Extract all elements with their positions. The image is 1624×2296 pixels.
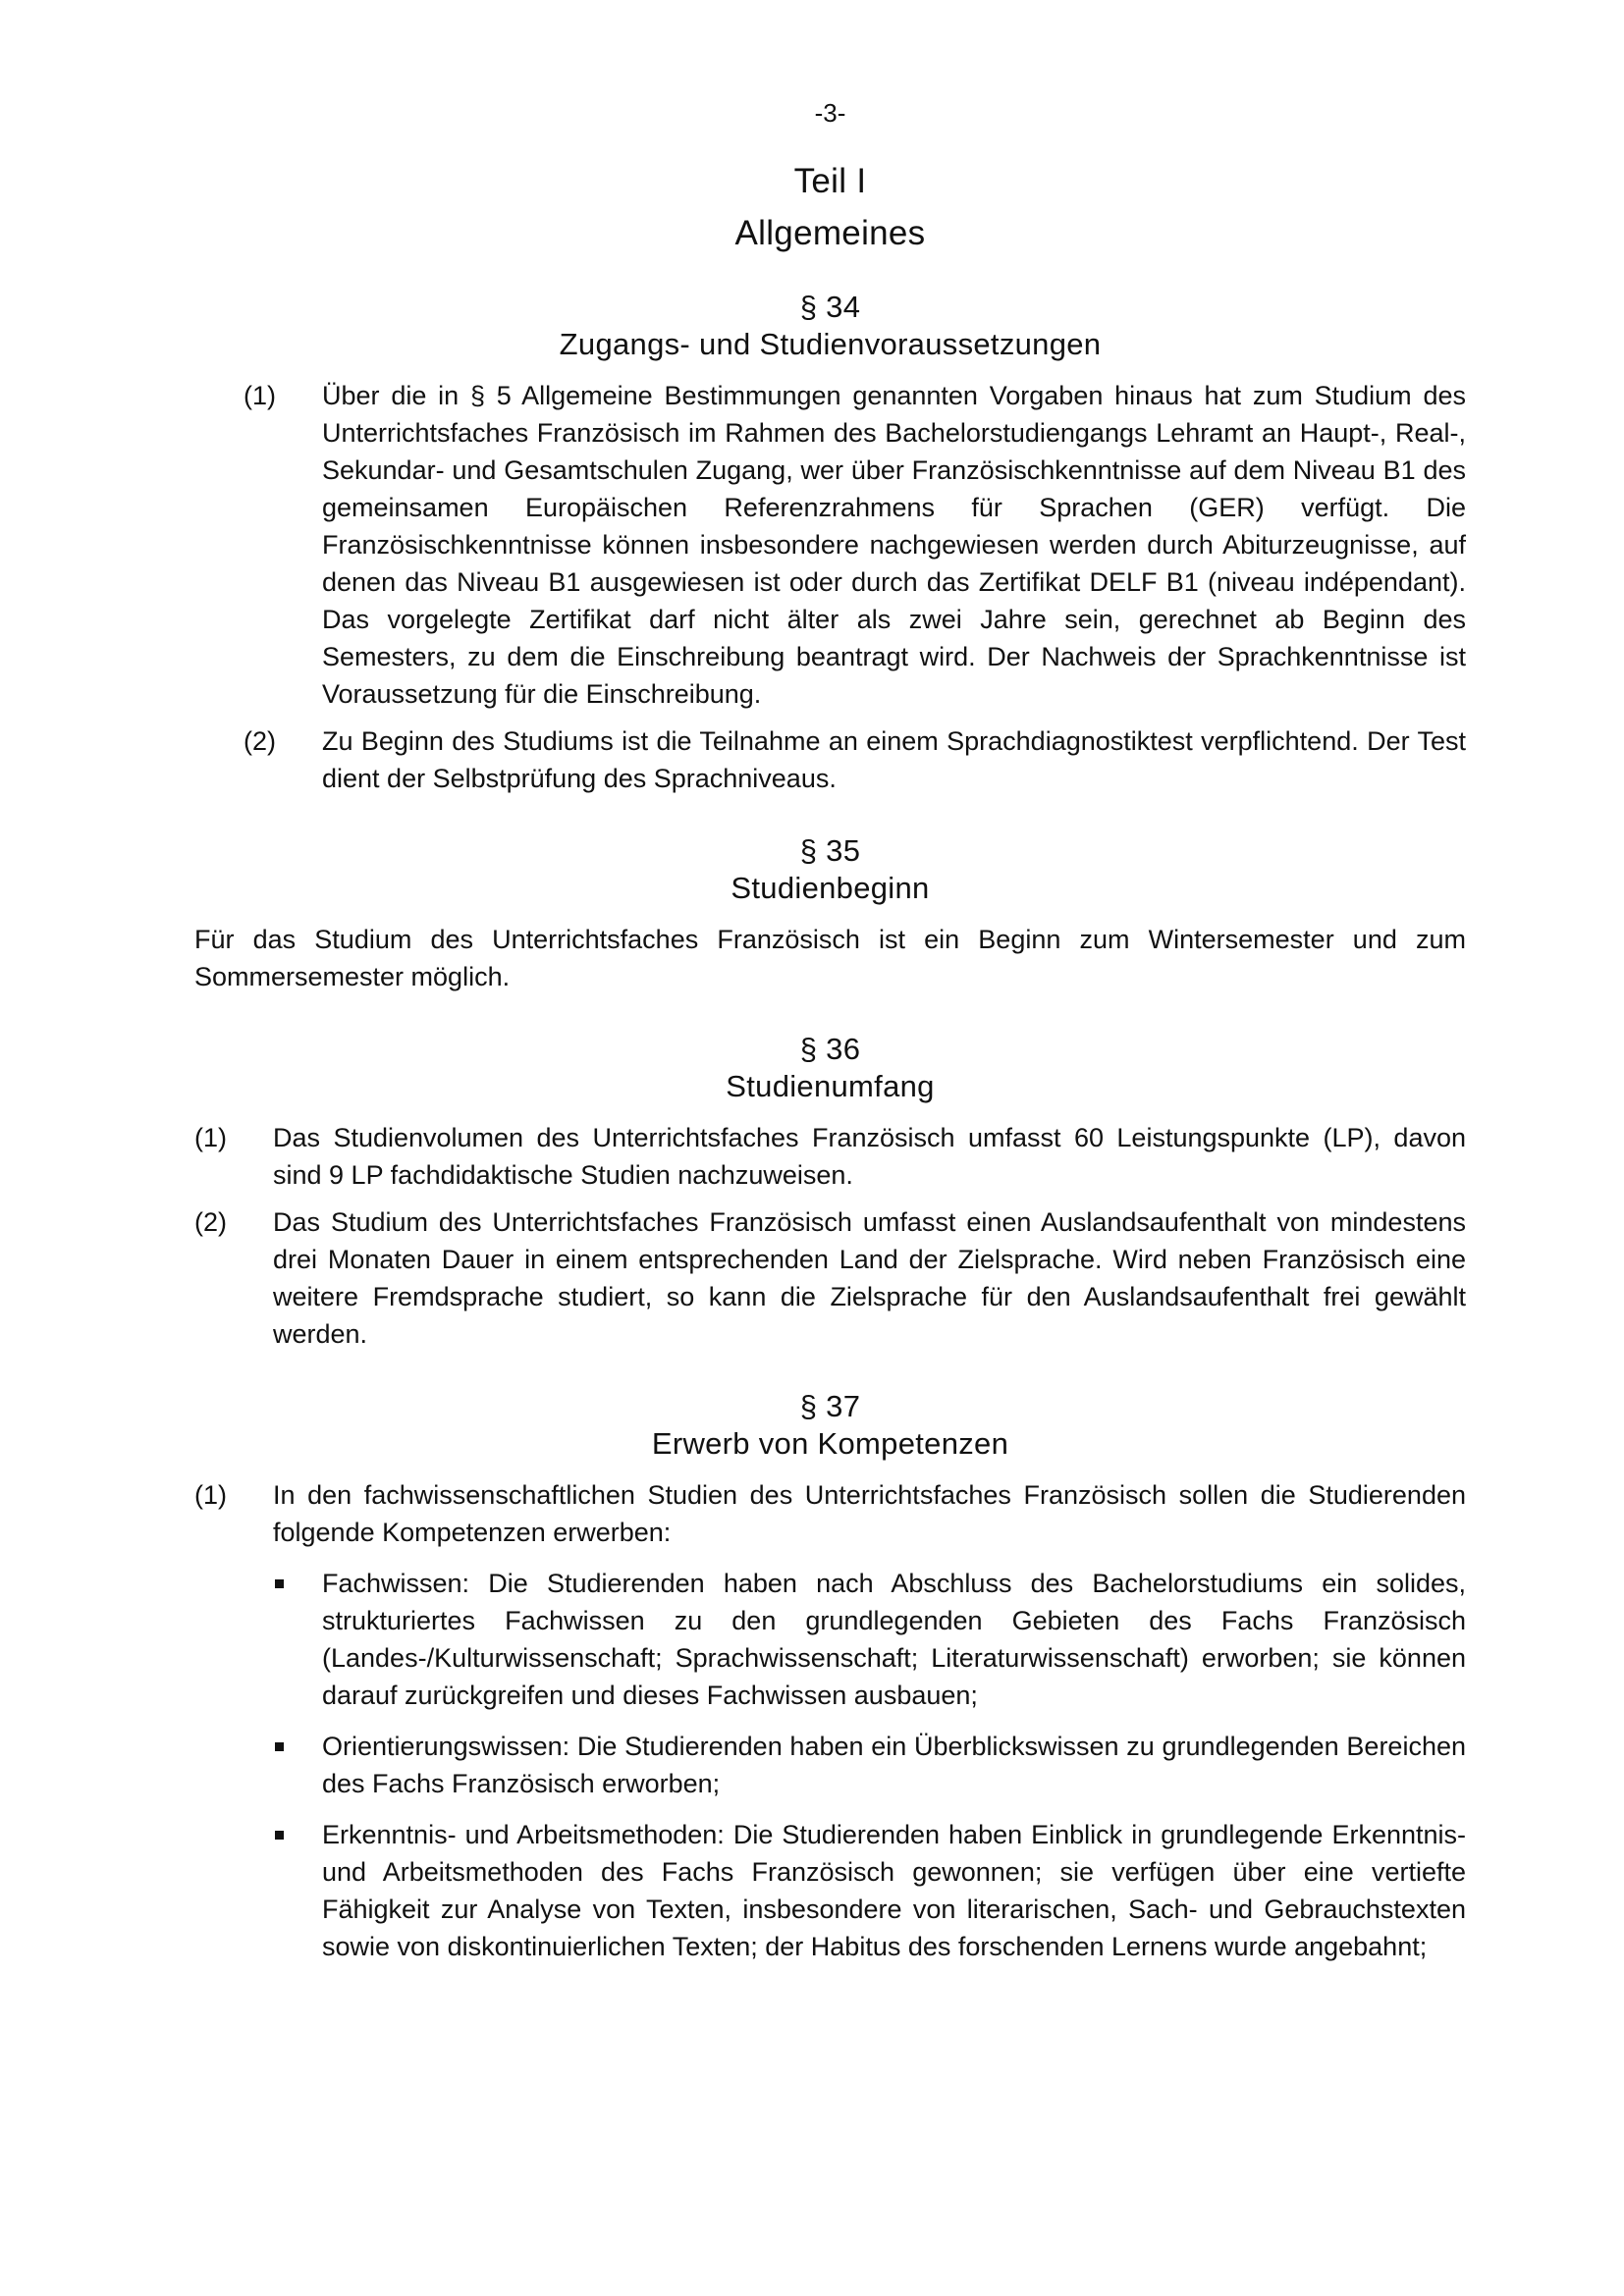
section-title: Studienumfang [726, 1069, 935, 1103]
bullet-list [273, 1565, 1466, 1965]
section-title: Erwerb von Kompetenzen [651, 1426, 1009, 1461]
part-title: Allgemeines [734, 214, 926, 252]
paragraph-number: (1) [194, 1480, 227, 1510]
paragraph [194, 1203, 1466, 1353]
part-label: Teil I [793, 162, 867, 200]
section-title: Studienbeginn [731, 871, 930, 905]
section-heading-35 [194, 832, 1466, 907]
square-bullet-icon [273, 1565, 322, 1714]
list-item [273, 1728, 1466, 1802]
paragraph-text: In den fachwissenschaftlichen Studien des Unterrichtsfaches Französisch sollen die Studierenden folgende Kompetenzen erwerben: [273, 1480, 1466, 1547]
paragraph-text: Für das Studium des Unterrichtsfaches Französisch ist ein Beginn zum Wintersemester und zum Sommersemester möglich. [194, 925, 1466, 991]
paragraph [194, 377, 1466, 713]
list-item-text: Orientierungswissen: Die Studierenden haben ein Überblickswissen zu grundlegenden Bereichen des Fachs Französisch erworben; [322, 1732, 1466, 1798]
page-content [194, 96, 1466, 1979]
paragraph-text: Das Studium des Unterrichtsfaches Französisch umfasst einen Auslandsaufenthalt von mindestens drei Monaten Dauer in einem entsprechenden Land der Zielsprache. Wird neben Französisch eine weitere Fremdsprache studiert, so kann die Zielsprache für den Auslandsaufenthalt frei gewählt werden. [273, 1207, 1466, 1349]
page-number: -3- [814, 98, 846, 128]
part-heading [194, 155, 1466, 259]
list-item-text: Erkenntnis- und Arbeitsmethoden: Die Studierenden haben Einblick in grundlegende Erkenntnis- und Arbeitsmethoden des Fachs Französisch gewonnen; sie verfügen über eine vertiefte Fähigkeit zur Analyse von Texten, insbesondere von literarischen, Sach- und Gebrauchstexten sowie von diskontinuierlichen Texten; der Habitus des forschenden Lernens wurde angebahnt; [322, 1820, 1466, 1961]
section-heading-37 [194, 1388, 1466, 1463]
list-item-text: Fachwissen: Die Studierenden haben nach Abschluss des Bachelorstudiums ein solides, strukturiertes Fachwissen zu den grundlegenden Gebieten des Fachs Französisch (Landes-/Kulturwissenschaft; Sprachwissenschaft; Literaturwissenschaft) erworben; sie können darauf zurückgreifen und dieses Fachwissen ausbauen; [322, 1569, 1466, 1710]
list-item [273, 1565, 1466, 1714]
section-heading-34 [194, 289, 1466, 363]
paragraph-number: (1) [194, 1123, 227, 1152]
square-bullet-icon [273, 1728, 322, 1802]
section-title: Zugangs- und Studienvoraussetzungen [559, 327, 1102, 361]
paragraph-number: (2) [194, 1207, 227, 1237]
section-symbol: § 35 [799, 833, 861, 868]
paragraph-text: Das Studienvolumen des Unterrichtsfaches Französisch umfasst 60 Leistungspunkte (LP), davon sind 9 LP fachdidaktische Studien nachzuweisen. [273, 1123, 1466, 1190]
paragraph-text: Über die in § 5 Allgemeine Bestimmungen genannten Vorgaben hinaus hat zum Studium des Unterrichtsfaches Französisch im Rahmen des Bachelorstudiengangs Lehramt an Haupt-, Real-, Sekundar- und Gesamtschulen Zugang, wer über Französischkenntnisse auf dem Niveau B1 des gemeinsamen Europäischen Referenzrahmens für Sprachen (GER) verfügt. Die Französischkenntnisse können insbesondere nachgewiesen werden durch Abiturzeugnisse, auf denen das Niveau B1 ausgewiesen ist oder durch das Zertifikat DELF B1 (niveau indépendant). Das vorgelegte Zertifikat darf nicht älter als zwei Jahre sein, gerechnet ab Beginn des Semesters, zu dem die Einschreibung beantragt wird. Der Nachweis der Sprachkenntnisse ist Voraussetzung für die Einschreibung. [322, 381, 1466, 709]
paragraph [194, 722, 1466, 797]
paragraph-text: Zu Beginn des Studiums ist die Teilnahme an einem Sprachdiagnostiktest verpflichtend. Der Test dient der Selbstprüfung des Sprachniveaus. [322, 726, 1466, 793]
paragraph-number: (1) [244, 381, 276, 410]
paragraph [194, 1476, 1466, 1551]
paragraph-number: (2) [244, 726, 276, 756]
square-bullet-icon [273, 1816, 322, 1965]
section-heading-36 [194, 1031, 1466, 1105]
section-symbol: § 36 [799, 1032, 861, 1066]
section-symbol: § 34 [799, 290, 861, 324]
paragraph [194, 1119, 1466, 1194]
list-item [273, 1816, 1466, 1965]
section-symbol: § 37 [799, 1389, 861, 1423]
